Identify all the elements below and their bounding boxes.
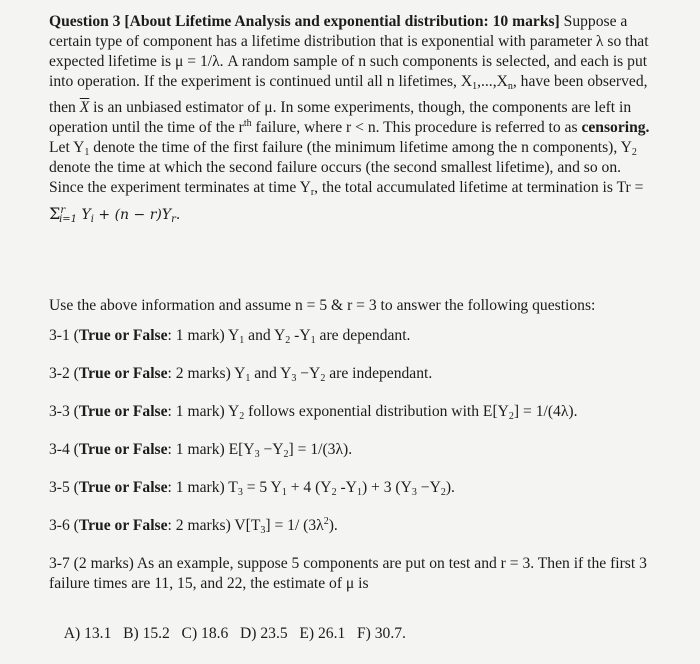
question-line (49, 12, 627, 32)
question-line (49, 32, 649, 52)
item-3-7-line (49, 554, 647, 574)
item-text: : 1 mark) Y (167, 327, 240, 344)
tr-formula (49, 204, 180, 225)
subscript: r (171, 214, 176, 225)
subscript: 3 (237, 487, 243, 498)
true-false-label: True or False (78, 441, 168, 458)
item-text: : 1 mark) Y (167, 403, 240, 420)
body-text: then (49, 99, 80, 116)
subscript: i (90, 214, 94, 225)
item-text: follows exponential distribution with E[Y (244, 403, 509, 420)
body-text: Suppose a (559, 13, 628, 30)
item-number: 3-3 ( (49, 403, 79, 420)
item-3-5 (49, 478, 455, 498)
body-text: failure, where r < n. This procedure is referred to as (251, 119, 582, 136)
body-text: Since the experiment terminates at time Y (49, 179, 311, 196)
item-text: −Y (259, 441, 284, 458)
item-text: : 1 mark) E[Y (167, 441, 255, 458)
item-text: are independant. (325, 365, 433, 382)
item-text: and Y (250, 365, 292, 382)
intro-text: Use the above information and assume n = 5 & r = 3 to answer the following questions: (49, 297, 596, 314)
question-line (49, 72, 648, 92)
body-text: is an unbiased estimator of μ. In some experiments, though, the components are left in (89, 99, 632, 116)
formula-text: + (n − r)Y (93, 207, 172, 223)
item-text: −Y (416, 479, 441, 496)
superscript: r (60, 205, 66, 216)
question-line (49, 118, 649, 138)
subscript: r (310, 187, 315, 198)
question-line (49, 52, 647, 72)
subscript: 2 (283, 449, 289, 460)
item-text: -Y (336, 479, 357, 496)
item-3-7-line (49, 574, 369, 594)
item-text: : 1 mark) T (167, 479, 238, 496)
subscript: 2 (331, 487, 337, 498)
subscript: 2 (285, 335, 291, 346)
subscript: 3 (411, 487, 417, 498)
body-text: Let Y (49, 139, 85, 156)
superscript: th (243, 118, 252, 129)
item-text: -Y (290, 327, 311, 344)
subscript: 2 (440, 487, 446, 498)
item-text: ] = 1/(4λ). (513, 403, 578, 420)
true-false-label: True or False (78, 517, 168, 534)
item-number: 3-4 ( (49, 441, 79, 458)
item-3-1 (49, 326, 410, 346)
subscript: 1 (281, 487, 287, 498)
item-number: 3-2 ( (49, 365, 79, 382)
item-text: failure times are 11, 15, and 22, the estimate of μ is (49, 575, 369, 592)
item-number: 3-5 ( (49, 479, 79, 496)
body-text: certain type of component has a lifetime distribution that is exponential with parameter λ so that (49, 33, 649, 50)
question-line (49, 138, 637, 158)
body-text: denote the time at which the second failure occurs (the second smallest lifetime), and so on. (49, 159, 622, 176)
subscript: 1 (356, 487, 362, 498)
item-text: ] = 1/(3λ). (288, 441, 353, 458)
question-line (49, 178, 643, 198)
formula-text: . (175, 207, 181, 223)
body-text: into operation. If the experiment is continued until all n lifetimes, X (49, 73, 473, 90)
xbar-symbol: $\overline{X}$ (79, 99, 90, 116)
subscript: 1 (239, 335, 245, 346)
intro-line (49, 296, 595, 316)
item-text: ). (445, 479, 455, 496)
subscript: 3 (260, 525, 266, 536)
body-text: ,...,X (477, 73, 508, 90)
formula-text: Y (77, 207, 91, 223)
item-3-2 (49, 364, 432, 384)
item-3-4 (49, 440, 352, 460)
true-false-label: True or False (78, 403, 168, 420)
censoring-term: censoring. (581, 119, 650, 136)
subscript: 2 (239, 411, 245, 422)
subscript: 2 (631, 147, 637, 158)
item-text: : 2 marks) V[T (167, 517, 261, 534)
item-text: = 5 Y (242, 479, 282, 496)
item-number: 3-1 ( (49, 327, 79, 344)
true-false-label: True or False (78, 327, 168, 344)
body-text: denote the time of the first failure (the minimum lifetime among the n components), Y (89, 139, 632, 156)
body-text: , have been observed, (512, 73, 648, 90)
item-text: 3-7 (2 marks) As an example, suppose 5 components are put on test and r = 3. Then if the first 3 (49, 555, 647, 572)
options-text: A) 13.1 B) 15.2 C) 18.6 D) 23.5 E) 26.1 F) 30.7. (63, 625, 406, 642)
question-line (49, 98, 631, 118)
subscript: i=1 (59, 214, 78, 225)
item-text: + 4 (Y (286, 479, 332, 496)
subscript: 3 (291, 373, 297, 384)
item-text: are dependant. (315, 327, 411, 344)
item-text: ) + 3 (Y (361, 479, 412, 496)
item-text: ] = 1/ (3λ (265, 517, 324, 534)
item-3-3 (49, 402, 577, 422)
subscript: n (507, 81, 513, 92)
item-text: : 2 marks) Y (167, 365, 246, 382)
subscript: 1 (245, 373, 251, 384)
subscript: 1 (84, 147, 90, 158)
body-text: expected lifetime is μ = 1/λ. A random sample of n such components is selected, and each is put (49, 53, 648, 70)
subscript: 2 (320, 373, 326, 384)
item-text: and Y (244, 327, 286, 344)
superscript: 2 (323, 516, 329, 527)
subscript: 2 (508, 411, 514, 422)
body-text: operation until the time of the r (49, 119, 244, 136)
true-false-label: True or False (78, 365, 168, 382)
subscript: 1 (472, 81, 478, 92)
question-line (49, 158, 621, 178)
sigma-symbol: Σ (49, 204, 61, 223)
subscript: 3 (254, 449, 260, 460)
question-heading: Question 3 [About Lifetime Analysis and exponential distribution: 10 marks] (49, 13, 560, 30)
subscript: 1 (310, 335, 316, 346)
answer-options (49, 604, 406, 664)
item-text: −Y (296, 365, 321, 382)
true-false-label: True or False (78, 479, 168, 496)
item-text: ). (328, 517, 338, 534)
item-3-6 (49, 516, 338, 536)
item-number: 3-6 ( (49, 517, 79, 534)
body-text: , the total accumulated lifetime at termination is Tr = (314, 179, 644, 196)
